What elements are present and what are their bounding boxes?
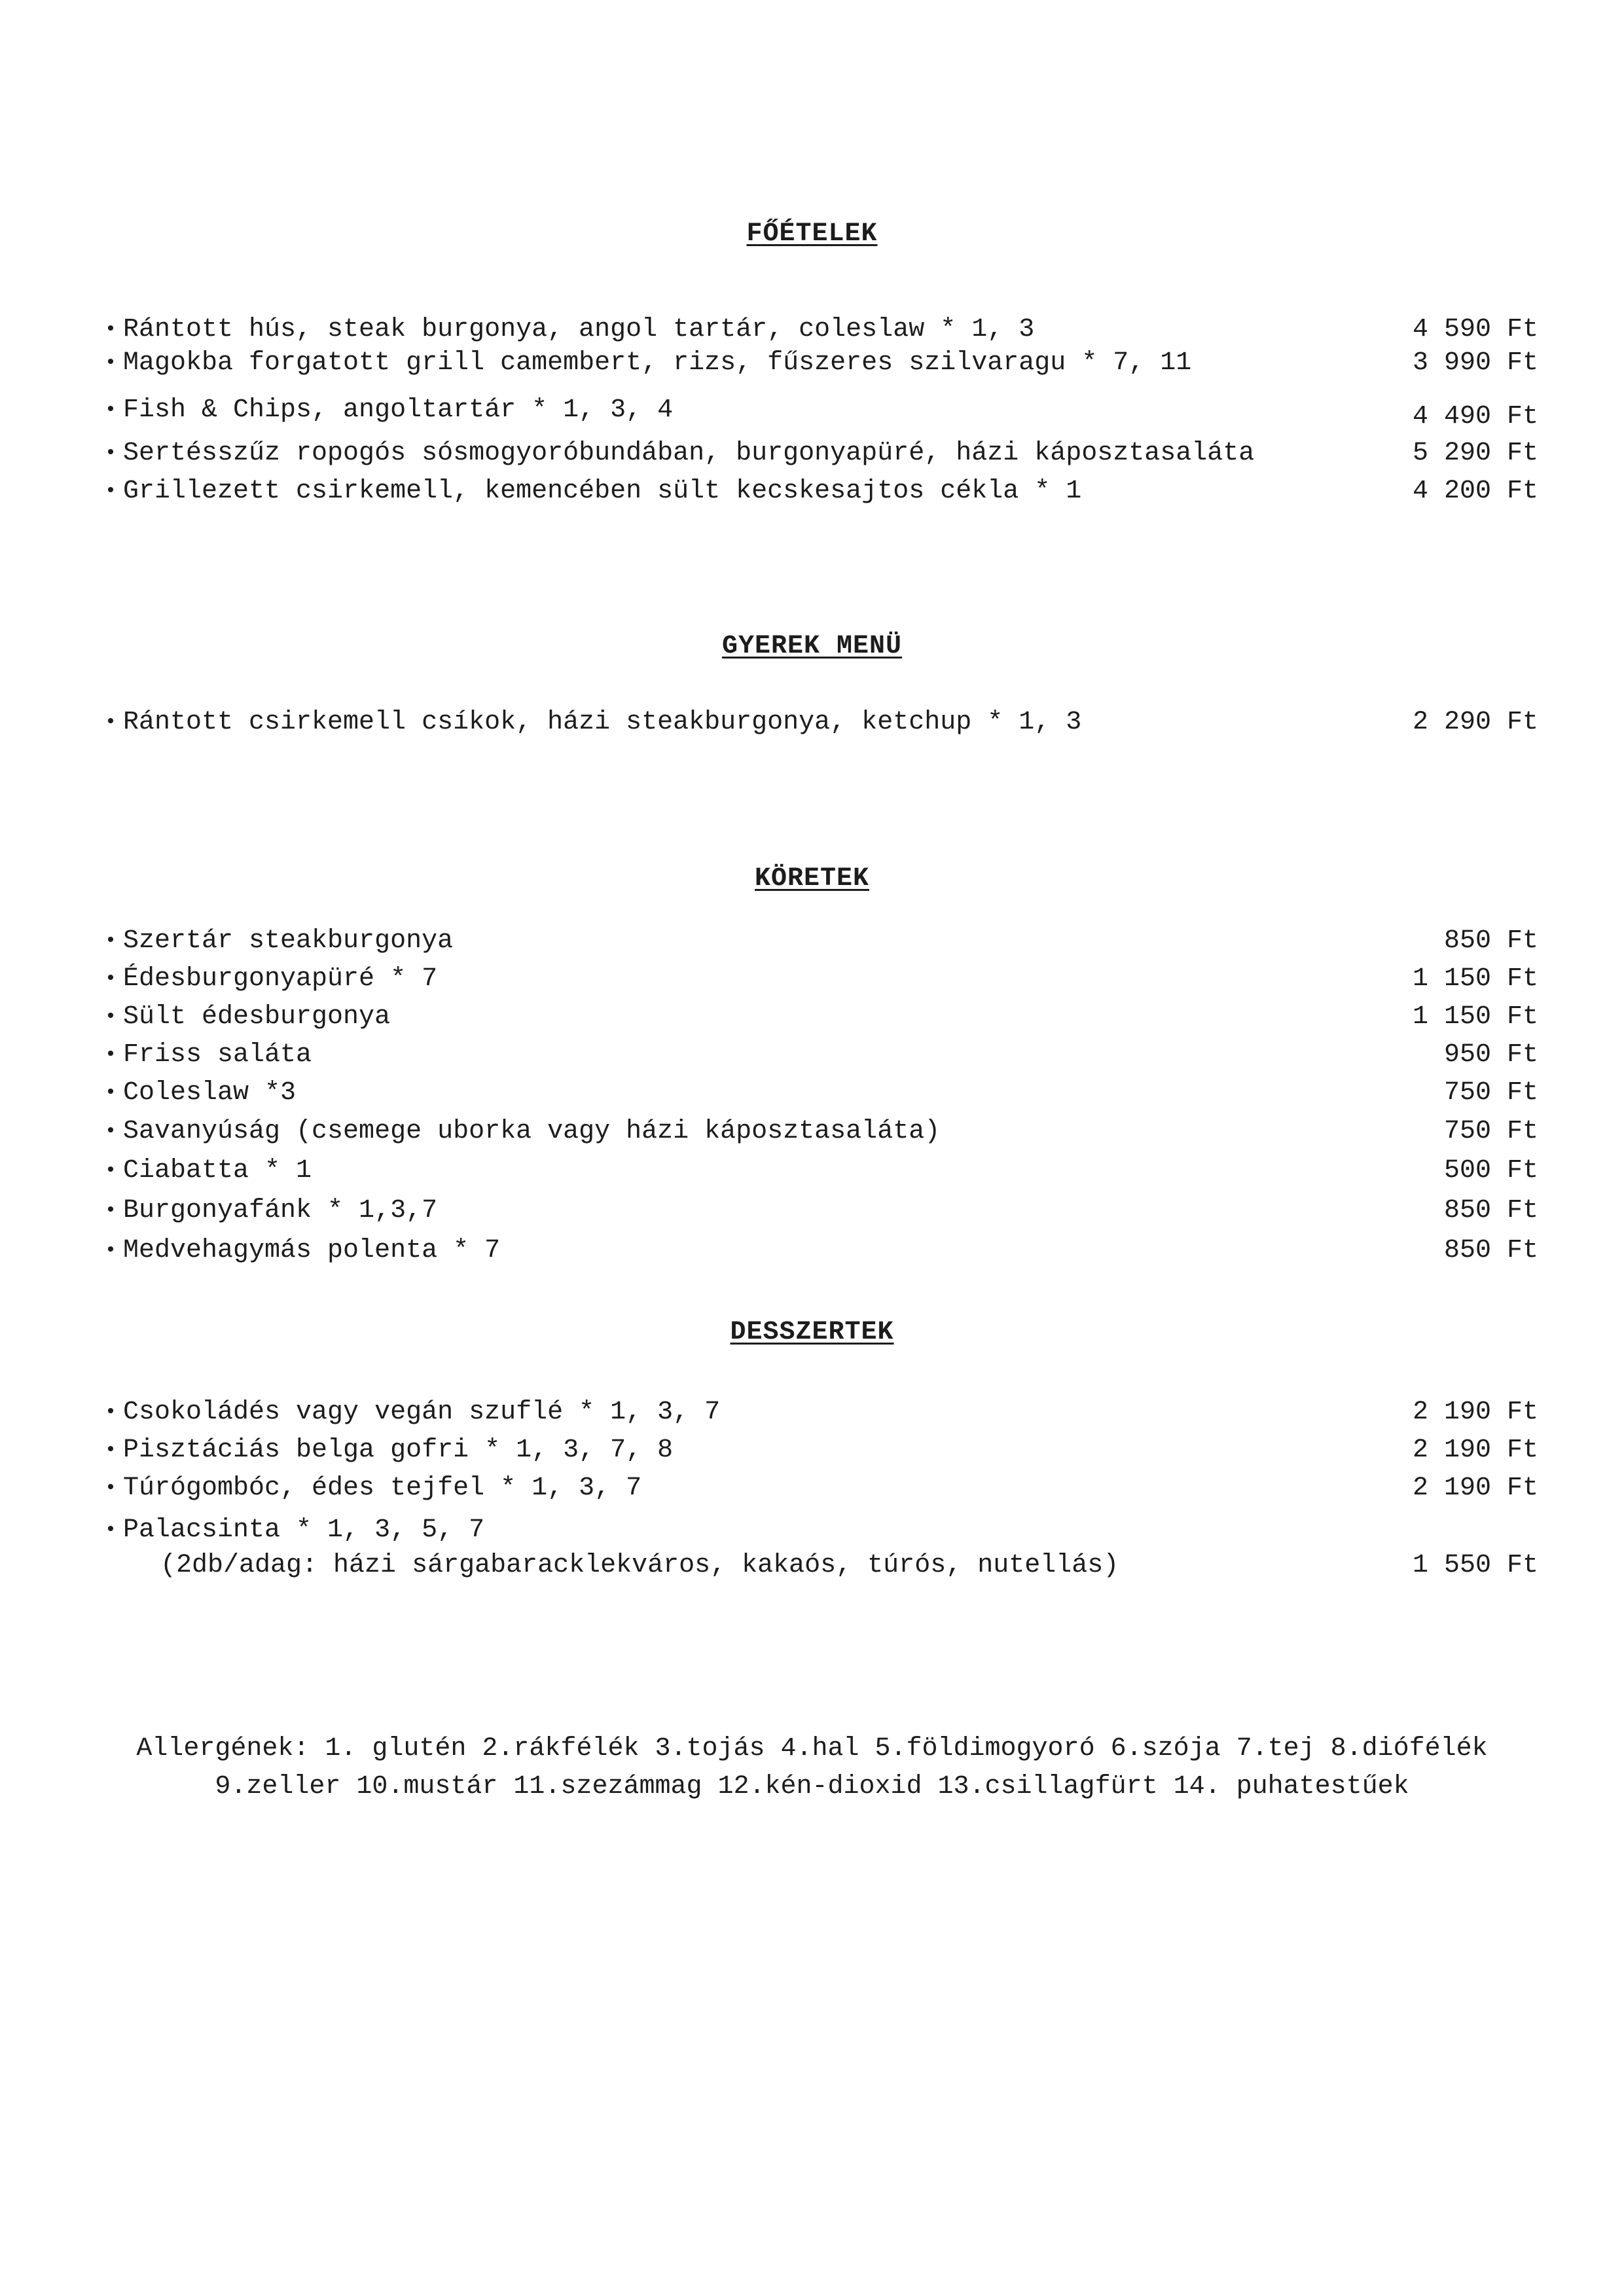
section-title-foetelek: FŐÉTELEK [746,219,878,249]
item-price: 5 290 Ft [1412,439,1538,468]
item-name: Medvehagymás polenta * 7 [123,1236,501,1265]
menu-item [105,344,1538,383]
allergen-line: 9.zeller 10.mustár 11.szezámmag 12.kén-dioxid 13.csillagfürt 14. puhatestűek [215,1772,1409,1801]
bullet-icon: • [105,1121,117,1143]
item-price: 750 Ft [1443,1117,1538,1146]
item-name: Friss saláta [123,1040,312,1070]
item-price: 850 Ft [1443,1236,1538,1265]
item-name: Rántott csirkemell csíkok, házi steakburgonya, ketchup * 1, 3 [123,708,1082,737]
bullet-icon: • [105,1200,117,1222]
bullet-icon: • [105,443,117,465]
item-name: Savanyúság (csemege uborka vagy házi káposztasaláta) [123,1117,941,1146]
item-name: Rántott hús, steak burgonya, angol tartár, coleslaw * 1, 3 [123,315,1035,344]
menu-item [105,434,1538,473]
item-price: 850 Ft [1443,1196,1538,1225]
item-price: 1 150 Ft [1412,964,1538,994]
menu-item [105,1469,1538,1508]
menu-item [105,1191,1538,1231]
item-price: 950 Ft [1443,1040,1538,1070]
item-name: Sertésszűz ropogós sósmogyoróbundában, burgonyapüré, házi káposztasaláta [123,439,1255,468]
item-name: Ciabatta * 1 [123,1156,312,1185]
menu-item [105,391,1538,430]
bullet-icon: • [105,399,117,422]
item-price: 3 990 Ft [1412,348,1538,378]
item-name: Sült édesburgonya [123,1002,391,1032]
item-price: 500 Ft [1443,1156,1538,1185]
bullet-icon: • [105,1160,117,1182]
bullet-icon: • [105,1006,117,1028]
item-name: Fish & Chips, angoltartár * 1, 3, 4 [123,395,674,425]
menu-item [105,1511,1538,1550]
menu-item [105,703,1538,742]
bullet-icon: • [105,352,117,374]
menu-item [105,1431,1538,1470]
bullet-icon: • [105,712,117,734]
bullet-icon: • [105,930,117,952]
item-name: Szertár steakburgonya [123,926,454,956]
bullet-icon: • [105,1439,117,1462]
bullet-icon: • [105,968,117,990]
item-name: Grillezett csirkemell, kemencében sült kecskesajtos cékla * 1 [123,477,1082,506]
bullet-icon: • [105,1401,117,1424]
bullet-icon: • [105,480,117,503]
item-price: 2 190 Ft [1412,1473,1538,1503]
item-name: Palacsinta * 1, 3, 5, 7 [123,1515,485,1545]
item-name: Pisztáciás belga gofri * 1, 3, 7, 8 [123,1436,674,1465]
menu-item [105,472,1538,511]
menu-item [105,922,1538,961]
item-price: 2 190 Ft [1412,1436,1538,1465]
allergen-legend [0,1730,1624,1806]
item-name: Coleslaw *3 [123,1078,297,1108]
allergen-line: Allergének: 1. glutén 2.rákfélék 3.tojás 4.hal 5.földimogyoró 6.szója 7.tej 8.diófélék [136,1734,1488,1763]
menu-item [105,1112,1538,1151]
item-price: 750 Ft [1443,1078,1538,1108]
menu-item [105,1151,1538,1191]
item-price: 1 150 Ft [1412,1002,1538,1032]
item-price: 850 Ft [1443,926,1538,956]
menu-item [105,1036,1538,1075]
item-price: 2 190 Ft [1412,1398,1538,1427]
section-title-desszertek: DESSZERTEK [730,1318,894,1347]
item-name: Édesburgonyapüré * 7 [123,964,438,994]
section-title-gyerek-menu: GYEREK MENÜ [721,632,903,661]
bullet-icon: • [105,319,117,341]
palacsinta-detail-line [160,1546,1538,1585]
item-name: Túrógombóc, édes tejfel * 1, 3, 7 [123,1473,642,1503]
menu-item [105,1074,1538,1113]
item-name: Magokba forgatott grill camembert, rizs, fűszeres szilvaragu * 7, 11 [123,348,1192,378]
item-price: 1 550 Ft [1412,1551,1538,1580]
palacsinta-detail: (2db/adag: házi sárgabaracklekváros, kakaós, túrós, nutellás) [160,1551,1119,1580]
menu-item [105,1393,1538,1432]
item-price: 4 590 Ft [1412,315,1538,344]
bullet-icon: • [105,1240,117,1262]
item-price: 4 490 Ft [1412,402,1538,431]
menu-item [105,960,1538,999]
item-name: Csokoládés vagy vegán szuflé * 1, 3, 7 [123,1398,721,1427]
bullet-icon: • [105,1082,117,1104]
menu-item [105,1231,1538,1271]
item-price: 4 200 Ft [1412,477,1538,506]
bullet-icon: • [105,1477,117,1500]
section-title-koretek: KÖRETEK [754,864,870,894]
bullet-icon: • [105,1044,117,1066]
bullet-icon: • [105,1519,117,1542]
item-price: 2 290 Ft [1412,708,1538,737]
menu-item [105,998,1538,1037]
item-name: Burgonyafánk * 1,3,7 [123,1196,438,1225]
